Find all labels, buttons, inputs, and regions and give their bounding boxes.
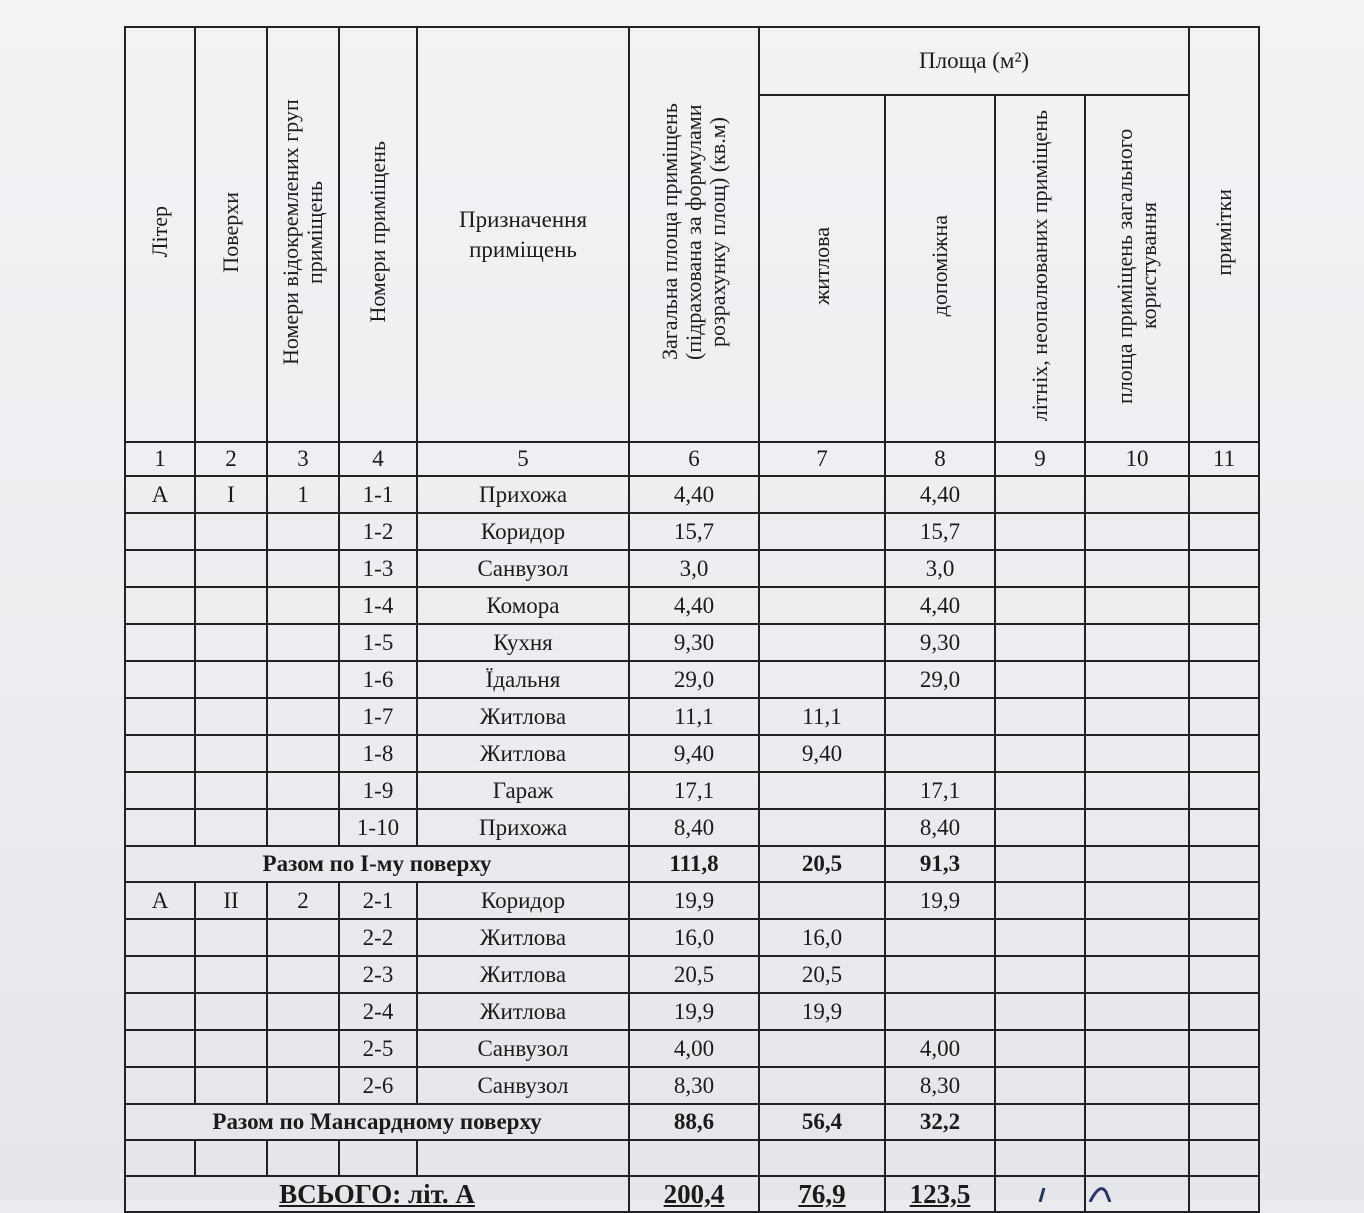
subtotal-total: 88,6 <box>629 1104 759 1140</box>
total-area: 17,1 <box>629 772 759 809</box>
header-living: житлова <box>759 95 885 442</box>
table-row <box>125 476 1259 513</box>
table-row <box>125 513 1259 550</box>
room-number: 2-1 <box>339 882 417 919</box>
header-purpose: Призначення приміщень <box>417 27 629 442</box>
col-num: 4 <box>339 442 417 476</box>
total-area: 19,9 <box>629 882 759 919</box>
table-row <box>125 993 1259 1030</box>
total-area: 9,30 <box>629 624 759 661</box>
header-row <box>125 27 1259 95</box>
room-purpose: Прихожа <box>417 476 629 513</box>
living-area <box>759 1030 885 1067</box>
floor-cell: ІІ <box>195 882 267 919</box>
subtotal-living: 56,4 <box>759 1104 885 1140</box>
col-num: 11 <box>1189 442 1259 476</box>
header-auxiliary: допоміжна <box>885 95 995 442</box>
room-number: 1-4 <box>339 587 417 624</box>
aux-area <box>885 698 995 735</box>
pen-mark <box>1010 1178 1130 1202</box>
living-area: 16,0 <box>759 919 885 956</box>
room-purpose: Санвузол <box>417 1030 629 1067</box>
room-purpose: Житлова <box>417 698 629 735</box>
header-area-group: Площа (м²) <box>759 27 1189 95</box>
room-number: 1-1 <box>339 476 417 513</box>
table-row <box>125 698 1259 735</box>
empty-row <box>125 1140 1259 1176</box>
total-area: 8,40 <box>629 809 759 846</box>
living-area <box>759 624 885 661</box>
living-area <box>759 587 885 624</box>
living-area <box>759 661 885 698</box>
aux-area: 3,0 <box>885 550 995 587</box>
room-purpose: Санвузол <box>417 1067 629 1104</box>
subtotal-label: Разом по Мансардному поверху <box>125 1104 629 1140</box>
table-row <box>125 550 1259 587</box>
aux-area: 15,7 <box>885 513 995 550</box>
room-number: 2-4 <box>339 993 417 1030</box>
aux-area <box>885 993 995 1030</box>
room-number: 2-5 <box>339 1030 417 1067</box>
aux-area: 4,00 <box>885 1030 995 1067</box>
room-purpose: Прихожа <box>417 809 629 846</box>
room-purpose: Санвузол <box>417 550 629 587</box>
header-floors: Поверхи <box>195 27 267 442</box>
table-row <box>125 661 1259 698</box>
room-number: 2-3 <box>339 956 417 993</box>
total-area: 8,30 <box>629 1067 759 1104</box>
living-area <box>759 772 885 809</box>
total-area: 9,40 <box>629 735 759 772</box>
col-num: 8 <box>885 442 995 476</box>
room-number: 1-2 <box>339 513 417 550</box>
notes-cell <box>1189 476 1259 513</box>
total-area: 19,9 <box>629 993 759 1030</box>
column-number-row <box>125 442 1259 476</box>
subtotal-label: Разом по І-му поверху <box>125 846 629 882</box>
group-cell: 1 <box>267 476 339 513</box>
room-number: 1-10 <box>339 809 417 846</box>
header-notes: примітки <box>1189 27 1259 442</box>
living-area: 20,5 <box>759 956 885 993</box>
aux-area: 4,40 <box>885 476 995 513</box>
subtotal-total: 111,8 <box>629 846 759 882</box>
col-num: 2 <box>195 442 267 476</box>
living-area: 11,1 <box>759 698 885 735</box>
aux-area: 19,9 <box>885 882 995 919</box>
living-area <box>759 1067 885 1104</box>
room-purpose: Житлова <box>417 919 629 956</box>
room-purpose: Коридор <box>417 882 629 919</box>
col-num: 9 <box>995 442 1085 476</box>
header-summer: літніх, неопалюваних приміщень <box>995 95 1085 442</box>
room-area-table <box>124 26 1260 1213</box>
room-number: 1-7 <box>339 698 417 735</box>
total-area: 4,00 <box>629 1030 759 1067</box>
room-purpose: Гараж <box>417 772 629 809</box>
aux-area <box>885 919 995 956</box>
living-area: 19,9 <box>759 993 885 1030</box>
header-group-numbers: Номери відокремлених груп приміщень <box>267 27 339 442</box>
table-row <box>125 1067 1259 1104</box>
header-common: площа приміщень загального користування <box>1085 95 1189 442</box>
col-num: 3 <box>267 442 339 476</box>
liter-cell: А <box>125 476 195 513</box>
total-area: 4,40 <box>629 587 759 624</box>
room-purpose: Коридор <box>417 513 629 550</box>
room-number: 1-8 <box>339 735 417 772</box>
subtotal-row-floor1 <box>125 846 1259 882</box>
room-purpose: Житлова <box>417 735 629 772</box>
room-number: 2-2 <box>339 919 417 956</box>
table-row <box>125 587 1259 624</box>
room-purpose: Кухня <box>417 624 629 661</box>
total-area: 4,40 <box>629 476 759 513</box>
living-area: 9,40 <box>759 735 885 772</box>
grand-total-total: 200,4 <box>629 1176 759 1212</box>
col-num: 10 <box>1085 442 1189 476</box>
aux-area: 4,40 <box>885 587 995 624</box>
table-row <box>125 809 1259 846</box>
room-number: 1-6 <box>339 661 417 698</box>
room-number: 1-5 <box>339 624 417 661</box>
aux-area: 29,0 <box>885 661 995 698</box>
room-number: 2-6 <box>339 1067 417 1104</box>
room-number: 1-3 <box>339 550 417 587</box>
table-row <box>125 772 1259 809</box>
total-area: 15,7 <box>629 513 759 550</box>
col-num: 5 <box>417 442 629 476</box>
subtotal-aux: 32,2 <box>885 1104 995 1140</box>
aux-area <box>885 735 995 772</box>
living-area <box>759 550 885 587</box>
grand-total-living: 76,9 <box>759 1176 885 1212</box>
liter-cell: А <box>125 882 195 919</box>
total-area: 29,0 <box>629 661 759 698</box>
header-total-area: Загальна площа приміщень (підрахована за формулами розрахунку площ) (кв.м) <box>629 27 759 442</box>
table-row <box>125 624 1259 661</box>
grand-total-label: ВСЬОГО: літ. А <box>125 1176 629 1212</box>
header-room-numbers: Номери приміщень <box>339 27 417 442</box>
total-area: 11,1 <box>629 698 759 735</box>
living-area <box>759 809 885 846</box>
table-row <box>125 919 1259 956</box>
summer-area <box>995 476 1085 513</box>
table-row <box>125 882 1259 919</box>
table-row <box>125 956 1259 993</box>
col-num: 6 <box>629 442 759 476</box>
aux-area: 9,30 <box>885 624 995 661</box>
col-num: 1 <box>125 442 195 476</box>
group-cell: 2 <box>267 882 339 919</box>
living-area <box>759 513 885 550</box>
table-row <box>125 735 1259 772</box>
subtotal-aux: 91,3 <box>885 846 995 882</box>
header-liter: Літер <box>125 27 195 442</box>
aux-area: 8,30 <box>885 1067 995 1104</box>
aux-area <box>885 956 995 993</box>
aux-area: 8,40 <box>885 809 995 846</box>
subtotal-row-floor2 <box>125 1104 1259 1140</box>
total-area: 3,0 <box>629 550 759 587</box>
total-area: 20,5 <box>629 956 759 993</box>
room-purpose: Комора <box>417 587 629 624</box>
total-area: 16,0 <box>629 919 759 956</box>
common-area <box>1085 476 1189 513</box>
room-purpose: Житлова <box>417 956 629 993</box>
living-area <box>759 882 885 919</box>
subtotal-living: 20,5 <box>759 846 885 882</box>
room-number: 1-9 <box>339 772 417 809</box>
room-purpose: Їдальня <box>417 661 629 698</box>
floor-cell: І <box>195 476 267 513</box>
room-purpose: Житлова <box>417 993 629 1030</box>
aux-area: 17,1 <box>885 772 995 809</box>
col-num: 7 <box>759 442 885 476</box>
table-row <box>125 1030 1259 1067</box>
living-area <box>759 476 885 513</box>
grand-total-aux: 123,5 <box>885 1176 995 1212</box>
